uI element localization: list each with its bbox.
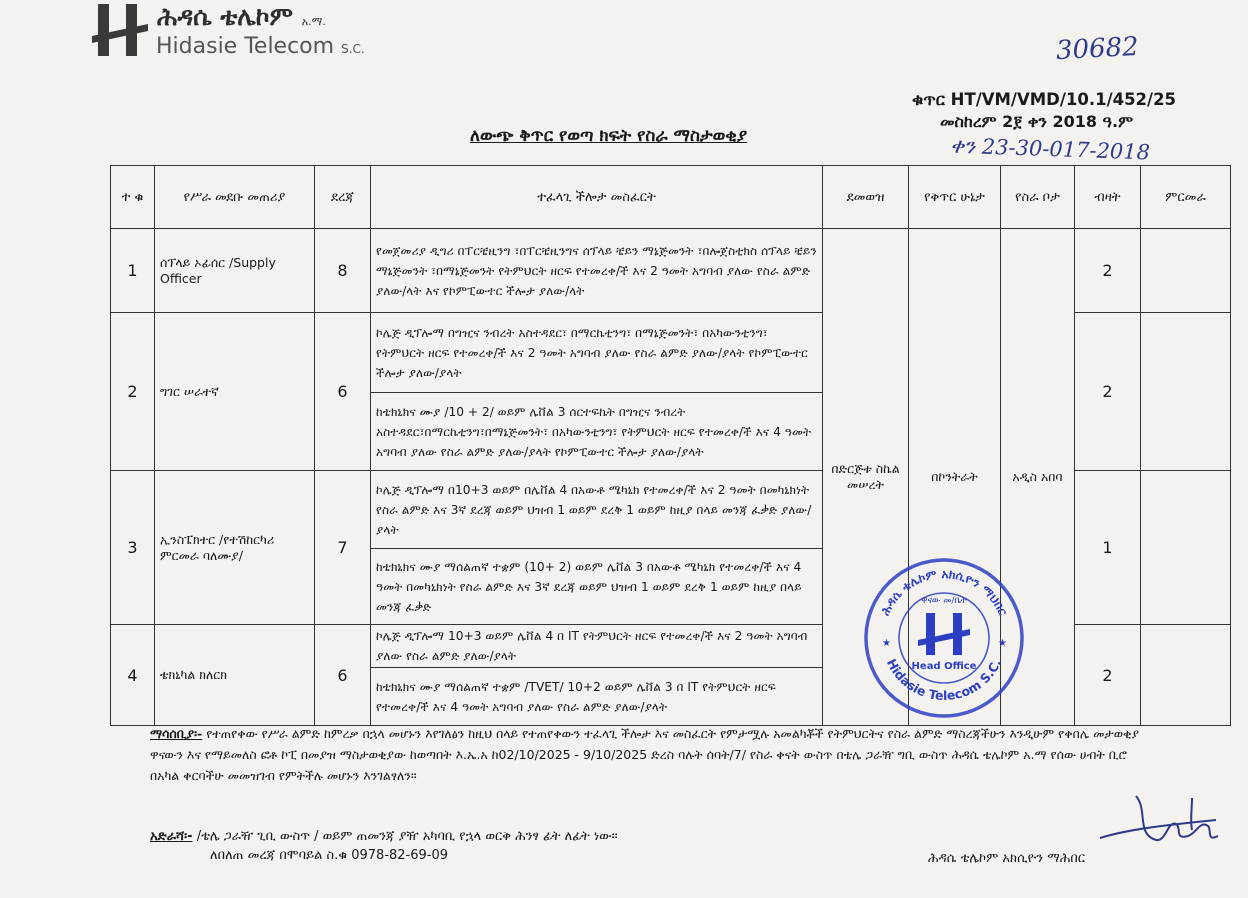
page-title: ለውጭ ቅጥር የወጣ ክፍት የስራ ማስታወቂያ (470, 126, 748, 146)
requirement: ኮሌጅ ዲፕሎማ በ10+3 ወይም በሌቨል 4 በአውቶ ሜካኒክ የተመረቀ/ች እና 2 ዓመት በመካኒክነት የስራ ልምድ እና 3ኛ ደረጃ ወይም ህዝብ 1 ወይም ደረቅ 1 ወይም ከዚያ በላይ መንጃ ፈቃድ ያለው/ያላት (371, 471, 823, 549)
row-number: 3 (111, 471, 155, 625)
notice-text (150, 723, 1160, 786)
stamp-office-text: Head Office (911, 661, 977, 672)
remark (1141, 313, 1231, 471)
requirement: ኮሌጅ ዲፕሎማ በግዢና ንብረት አስተዳደር፣ በማርኬቲንግ፣ በማኔጅመንት፣ በአካውንቲንግ፣ የትምህርት ዘርፍ የተመረቀ/ች እና 2 ዓመት አግባብ ያለው የስራ ልምድ ያለው/ያላት የኮምፒውተር ችሎታ ያለው/ያላት (371, 313, 823, 393)
quantity: 1 (1075, 471, 1141, 625)
header-grade: ደረጃ (315, 166, 371, 229)
position-title: ቴክኒካል ክለርክ (155, 625, 315, 726)
logo-english-name: Hidasie Telecom S.C. (156, 34, 365, 59)
grade: 6 (315, 313, 371, 471)
stamp-bottom-text: Hidasie Telecom S.C. (883, 656, 1005, 704)
reference-number: ቁጥር HT/VM/VMD/10.1/452/25 (912, 90, 1177, 109)
position-title: ሰፕላይ ኦፊሰር /Supply Officer (155, 229, 315, 313)
table-header-row (111, 166, 1231, 229)
grade: 8 (315, 229, 371, 313)
requirement: ከቴክኒክና ሙያ ማሰልጠኛ ተቋም /TVET/ 10+2 ወይም ሌቨል 3 በ IT የትምህርት ዘርፍ የተመረቀ/ች እና 4 ዓመት አግባብ ያለው የስራ ልምድ ያለው/ያላት (371, 668, 823, 726)
handwritten-reference: ቀን 23-30-017-2018 (949, 133, 1151, 165)
row-number: 4 (111, 625, 155, 726)
grade: 6 (315, 625, 371, 726)
requirement: ከቴክኒክና ሙያ /10 + 2/ ወይም ሌቨል 3 ሰርተፍኬት በግዢና ንብረት አስተዳደር፣በማርኬቲንግ፣በማኔጅመንት፣ በአካውንቲንግ፣ የትምህርት ዘርፍ የተመረቀ/ች እና 4 ዓመት አግባብ ያለው የስራ ልምድ ያለው/ያላት የኮምፒውተር ችሎታ ያለው/ያላት (371, 393, 823, 471)
notice-label: ማሳሰቢያ፡- (150, 726, 203, 741)
address-line-2: ለበለጠ መረጃ በሞባይል ስ.ቁ 0978-82-69-09 (210, 848, 449, 863)
header-salary: ደመወዝ (823, 166, 909, 229)
row-number: 1 (111, 229, 155, 313)
company-logo (92, 2, 148, 58)
position-title: ኢንስፔክተር /የተሽከርካሪ ምርመራ ባለሙያ/ (155, 471, 315, 625)
address-line-1: አድራሻ፡- /ቴሌ ጋራዥ ጊቢ ውስጥ / ወይም ጠመንጃ ያዥ አካባቢ የኋላ ወርቅ ሕንፃ ፊት ለፊት ነው፡፡ (150, 829, 618, 844)
header-workplace: የስራ ቦታ (1001, 166, 1075, 229)
document-date: መስከረም 2፻ ቀን 2018 ዓ.ም (940, 112, 1134, 131)
employment-type: በኮንትራት (909, 229, 1001, 726)
remark (1141, 625, 1231, 726)
quantity: 2 (1075, 313, 1141, 471)
signature (1096, 790, 1226, 852)
position-title: ግገር ሠራተኛ (155, 313, 315, 471)
quantity: 2 (1075, 625, 1141, 726)
header-employment-type: የቅጥር ሁኔታ (909, 166, 1001, 229)
notice-body: የተጠየቀው የሥራ ልምድ ከምረቃ በኋላ መሆኑን እየገለፅን ከዚህ በላይ የተጠየቀውን ተፈላጊ ችሎታ እና መስፈርት የምታሟሉ አመልካቾች የትምህርትና የስራ ልምድ ማስረጃችሁን እንዲሁም የቀበሌ መታወቂያ ዋናውን እና የማይመለስ ፎቶ ኮፒ በመያዝ ማስታወቂያው ከወጣበት እ.ኤ.አ ከ02/10/2025 - 9/10/2025 ድረስ ባሉት ሰባት/7/ የስራ ቀናት ውስጥ በቴሌ ጋራዥ ግቢ ውስጥ ሕዳሴ ቴሌኮም አ.ማ የሰው ሀብት ቢሮ በአካል ቀርባችሁ መመዝገብ የምትችሉ መሆኑን እንገልፃለን፡፡ (150, 726, 1140, 783)
logo-amharic-name: ሕዳሴ ቴሌኮም አ.ማ. (157, 2, 326, 31)
requirement: ኮሌጅ ዲፕሎማ 10+3 ወይም ሌቨል 4 በ IT የትምህርት ዘርፍ የተመረቀ/ች እና 2 ዓመት አግባብ ያለው የስራ ልምድ ያለው/ያላት (371, 625, 823, 668)
requirement: የመጀመሪያ ዲግሪ በፐርቼዚንግ ፣በፐርቼዚንግና ሰፕላይ ቼይን ማኔጅመንት ፣በሎጀስቲክስ ሰፕላይ ቼይን ማኔጅመንት ፣በማኔጅመንት የትምህርት ዘርፍ የተመረቀ/ች እና 2 ዓመት አግባብ ያለው የስራ ልምድ ያለው/ላት እና የኮምፒውተር ችሎታ ያለው/ላት (371, 229, 823, 313)
quantity: 2 (1075, 229, 1141, 313)
signatory-name: ሕዳሴ ቴሌኮም አክሲዮን ማሕበር (928, 851, 1086, 866)
header-position: የሥራ መደቡ መጠሪያ (155, 166, 315, 229)
requirement: ከቴክኒክና ሙያ ማሰልጠኛ ተቋም (10+ 2) ወይም ሌቨል 3 በአውቶ ሜካኒክ የተመረቀ/ች እና 4 ዓመት በመካኒክነት የስራ ልምድ እና 3ኛ ደረጃ ወይም ህዝብ 1 ወይም ደረቅ 1 ወይም ከዚያ በላይ መንጃ ፈቃድ (371, 549, 823, 625)
stamp-top-text: ሕዳሴ ቴሌኮም አክሲዮን ማህበር (877, 566, 1011, 618)
header-quantity: ብዛት (1075, 166, 1141, 229)
grade: 7 (315, 471, 371, 625)
header-no: ተ ቁ (111, 166, 155, 229)
stamp-star: ★ (882, 638, 891, 649)
company-stamp (862, 556, 1026, 720)
address-label: አድራሻ፡- (150, 829, 193, 844)
table-row (111, 229, 1231, 313)
remark (1141, 229, 1231, 313)
workplace: አዲስ አበባ (1001, 229, 1075, 726)
remark (1141, 471, 1231, 625)
stamp-sub-text: ዋናው መ/ቤት (921, 596, 967, 606)
vacancy-table (110, 165, 1231, 726)
handwritten-number: 30682 (1055, 31, 1140, 67)
header-remark: ምርመራ (1141, 166, 1231, 229)
stamp-star: ★ (998, 638, 1007, 649)
row-number: 2 (111, 313, 155, 471)
header-requirements: ተፈላጊ ችሎታ መስፈርት (371, 166, 823, 229)
salary: በድርጅቱ ስኬል መሠረት (823, 229, 909, 726)
